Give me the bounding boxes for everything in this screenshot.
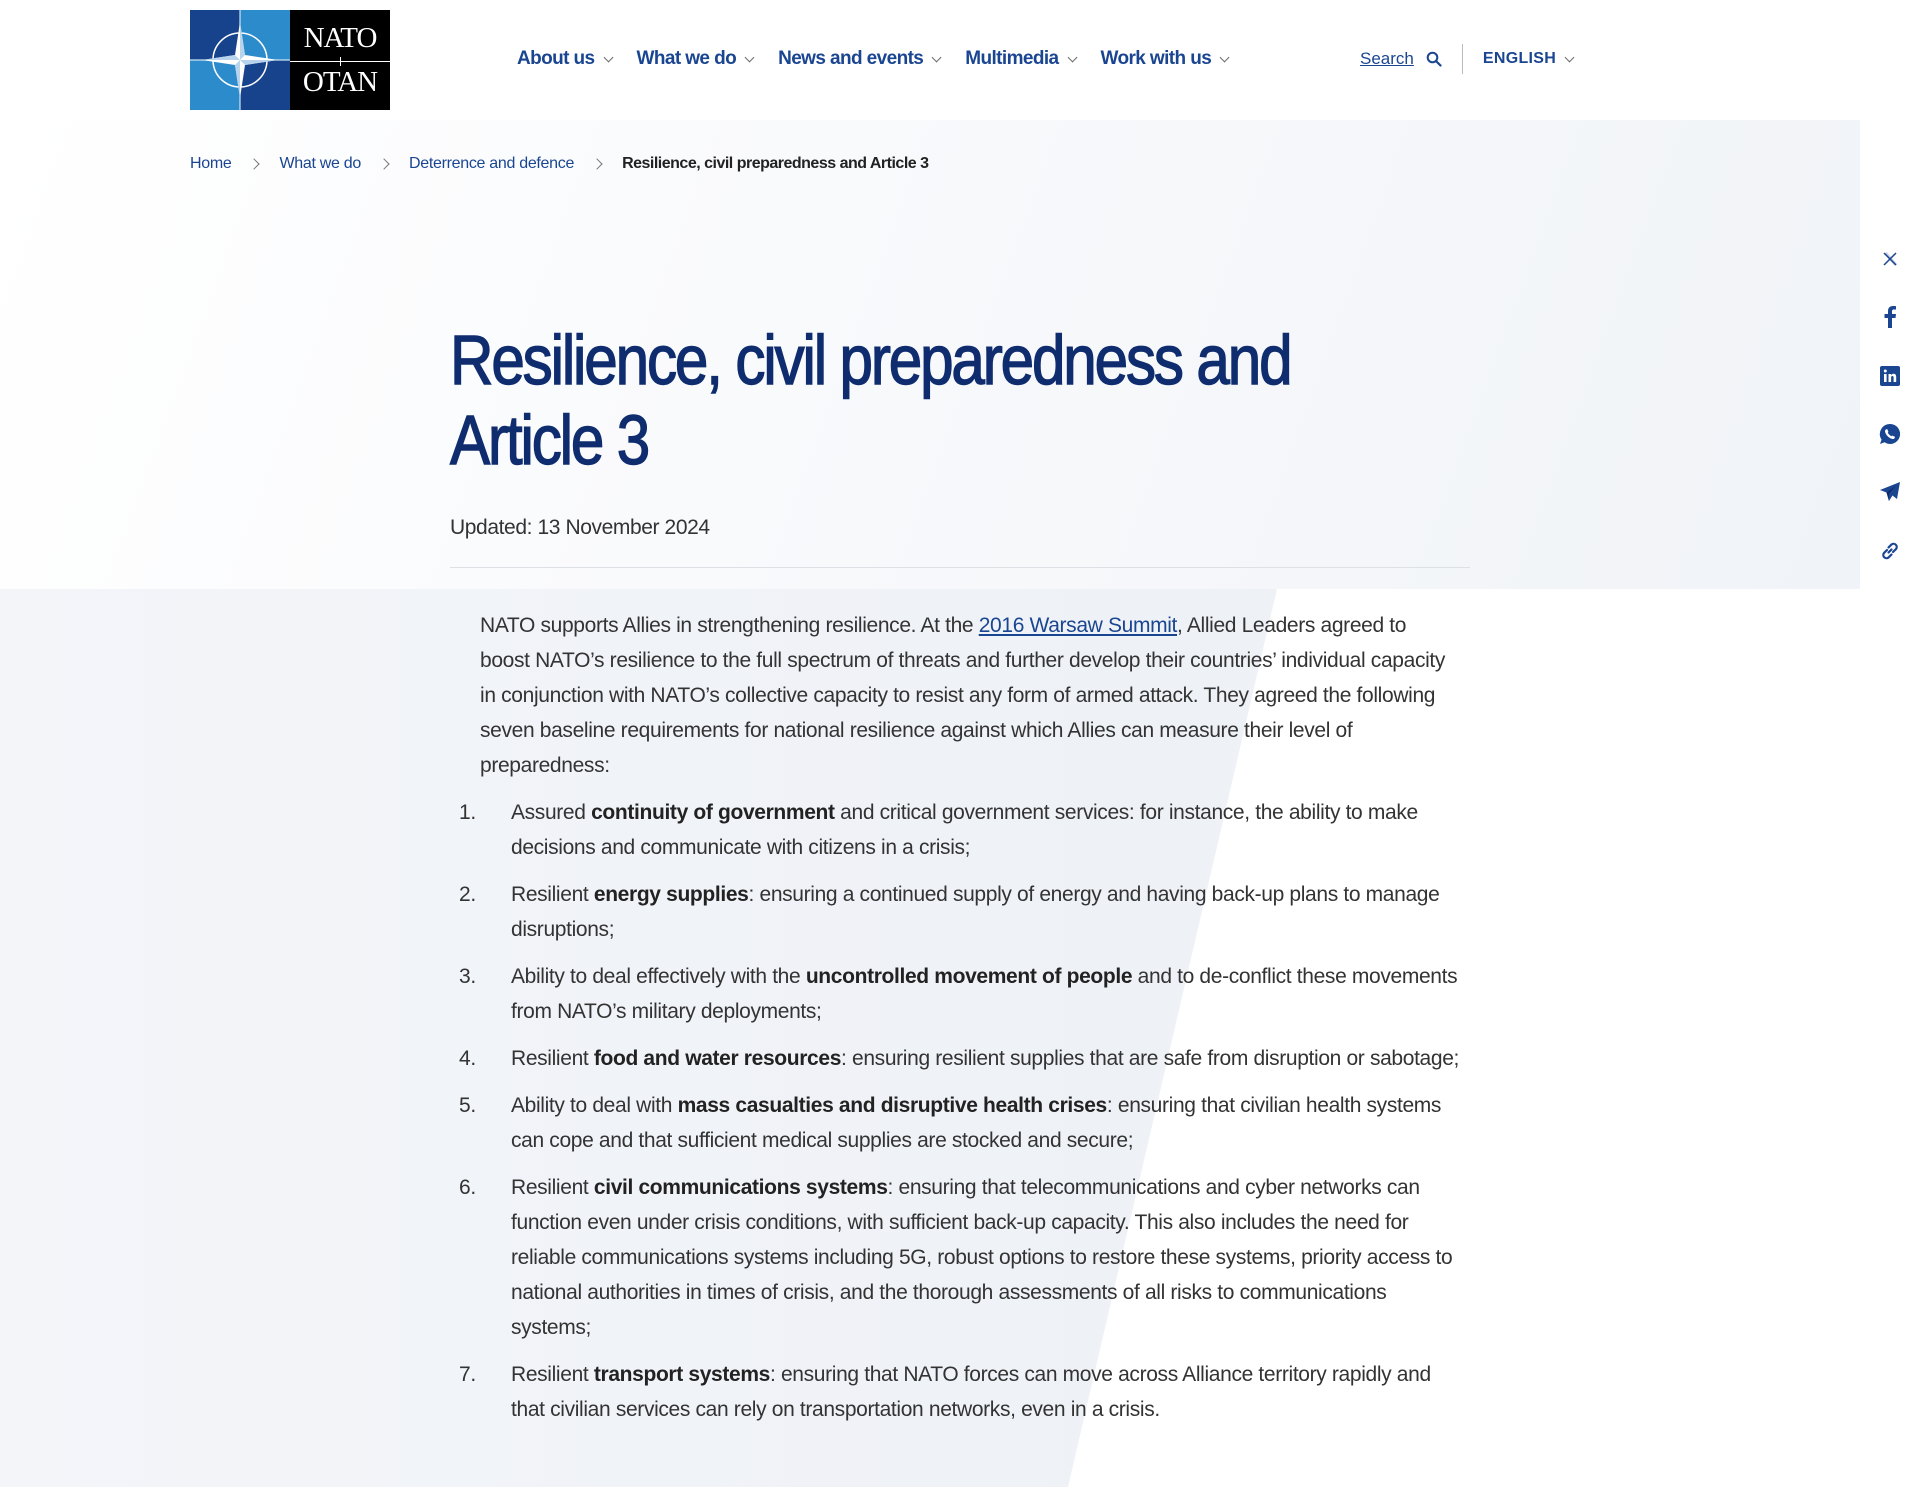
chevron-right-icon — [378, 158, 389, 169]
item-keyword: food and water resources — [593, 1047, 842, 1070]
nav-label: Work with us — [1100, 48, 1212, 69]
intro-paragraph — [480, 608, 1460, 783]
nav-label: News and events — [778, 48, 924, 69]
breadcrumb-home[interactable]: Home — [190, 155, 232, 172]
copy-link-button[interactable] — [1870, 532, 1910, 570]
item-text: Resilient — [511, 1176, 594, 1199]
logo-line-1: NATO — [303, 21, 377, 54]
header-divider — [1462, 44, 1463, 74]
nav-what-we-do[interactable] — [637, 48, 754, 70]
nav-label: What we do — [636, 48, 737, 69]
item-keyword: energy supplies — [593, 883, 749, 906]
site-header — [0, 0, 1920, 120]
whatsapp-icon — [1879, 423, 1901, 445]
breadcrumb-deterrence-and-defence[interactable]: Deterrence and defence — [408, 155, 575, 172]
nato-logo[interactable] — [190, 10, 390, 110]
list-item — [459, 877, 1460, 947]
linkedin-icon — [1880, 366, 1900, 386]
item-text: : ensuring that telecommunications and cyber networks can function even under crisis conditions, with sufficient back-up capacity. This also includes the need for reliable communications systems including 5G, robust options to restore these systems, priority access to national authorities in times of crisis, and the thorough assessments of all risks to communications systems; — [511, 1176, 1453, 1339]
article-body — [459, 608, 1460, 1439]
nav-about-us[interactable] — [517, 48, 612, 70]
facebook-icon — [1883, 306, 1897, 328]
list-item — [459, 1088, 1460, 1158]
chevron-down-icon — [745, 53, 755, 63]
nato-compass-icon — [190, 10, 290, 110]
item-text: Assured — [511, 801, 592, 824]
list-number: 1. — [459, 801, 476, 824]
nav-work-with-us[interactable] — [1101, 48, 1229, 70]
share-whatsapp-button[interactable] — [1870, 415, 1910, 453]
nav-label: Multimedia — [965, 48, 1059, 69]
updated-date: Updated: 13 November 2024 — [450, 516, 710, 539]
nav-label: About us — [517, 48, 595, 69]
list-number: 7. — [459, 1363, 476, 1386]
item-text: : ensuring a continued supply of energy and having back-up plans to manage disruptions; — [511, 883, 1440, 941]
share-rail — [1860, 226, 1920, 590]
chevron-down-icon — [932, 53, 942, 63]
link-icon — [1879, 540, 1901, 562]
logo-line-2: OTAN — [302, 65, 378, 98]
breadcrumb-current: Resilience, civil preparedness and Article 3 — [622, 155, 929, 172]
chevron-down-icon — [1220, 53, 1230, 63]
search-link[interactable]: Search — [1360, 49, 1414, 68]
requirements-list — [459, 795, 1460, 1427]
nav-multimedia[interactable] — [965, 48, 1075, 70]
item-text: Resilient — [511, 1047, 594, 1070]
title-divider — [450, 567, 1470, 568]
item-text: : ensuring that civilian health systems can cope and that sufficient medical supplies are stocked and secure; — [511, 1094, 1442, 1152]
item-text: : ensuring resilient supplies that are safe from disruption or sabotage; — [841, 1047, 1460, 1070]
list-item — [459, 1041, 1460, 1076]
item-keyword: uncontrolled movement of people — [805, 965, 1133, 988]
list-item — [459, 959, 1460, 1029]
share-telegram-button[interactable] — [1870, 473, 1910, 511]
intro-text: , Allied Leaders agreed to boost NATO’s resilience to the full spectrum of threats and further develop their countries’ individual capacity in conjunction with NATO’s collective capacity to resist any form of armed attack. They agreed the following seven baseline requirements for national resilience against which Allies can measure their level of preparedness: — [480, 614, 1446, 777]
chevron-down-icon — [1565, 53, 1575, 63]
list-item — [459, 1357, 1460, 1427]
item-keyword: civil communications systems — [593, 1176, 888, 1199]
chevron-right-icon — [249, 158, 260, 169]
item-text: Ability to deal with — [511, 1094, 678, 1117]
share-linkedin-button[interactable] — [1870, 357, 1910, 395]
page-header — [450, 320, 1470, 540]
item-text: Ability to deal effectively with the — [511, 965, 806, 988]
share-x-button[interactable] — [1870, 240, 1910, 278]
x-icon — [1882, 251, 1898, 267]
list-number: 5. — [459, 1094, 476, 1117]
item-keyword: transport systems — [593, 1363, 770, 1386]
item-text: : ensuring that NATO forces can move across Alliance territory rapidly and that civilian services can rely on transportation networks, even in a crisis. — [511, 1363, 1431, 1421]
list-item — [459, 1170, 1460, 1345]
chevron-down-icon — [1067, 53, 1077, 63]
chevron-down-icon — [603, 53, 613, 63]
telegram-icon — [1879, 481, 1901, 503]
list-number: 3. — [459, 965, 476, 988]
breadcrumb — [190, 155, 929, 173]
nato-wordmark — [290, 10, 390, 110]
title-line-1: Resilience, civil preparedness and — [450, 321, 1291, 399]
item-text: and critical government services: for instance, the ability to make decisions and communicate with citizens in a crisis; — [511, 801, 1418, 859]
list-item — [459, 795, 1460, 865]
item-keyword: continuity of government — [591, 801, 835, 824]
breadcrumb-what-we-do[interactable]: What we do — [279, 155, 361, 172]
warsaw-summit-link[interactable]: 2016 Warsaw Summit — [978, 614, 1178, 637]
list-number: 6. — [459, 1176, 476, 1199]
language-selector[interactable] — [1483, 50, 1573, 68]
search-icon[interactable] — [1426, 51, 1442, 67]
title-line-2: Article 3 — [450, 401, 649, 479]
item-text: Resilient — [511, 883, 594, 906]
intro-text: NATO supports Allies in strengthening resilience. At the — [480, 614, 979, 637]
item-text: Resilient — [511, 1363, 594, 1386]
nav-news-and-events[interactable] — [778, 48, 940, 70]
chevron-right-icon — [591, 158, 602, 169]
list-number: 4. — [459, 1047, 476, 1070]
header-utilities — [1360, 44, 1573, 74]
item-text: and to de-conflict these movements from NATO’s military deployments; — [511, 965, 1458, 1023]
language-label: ENGLISH — [1482, 50, 1557, 67]
page-title — [450, 320, 1465, 480]
main-navigation — [517, 48, 1253, 70]
list-number: 2. — [459, 883, 476, 906]
share-facebook-button[interactable] — [1870, 298, 1910, 336]
item-keyword: mass casualties and disruptive health crises — [677, 1094, 1107, 1117]
